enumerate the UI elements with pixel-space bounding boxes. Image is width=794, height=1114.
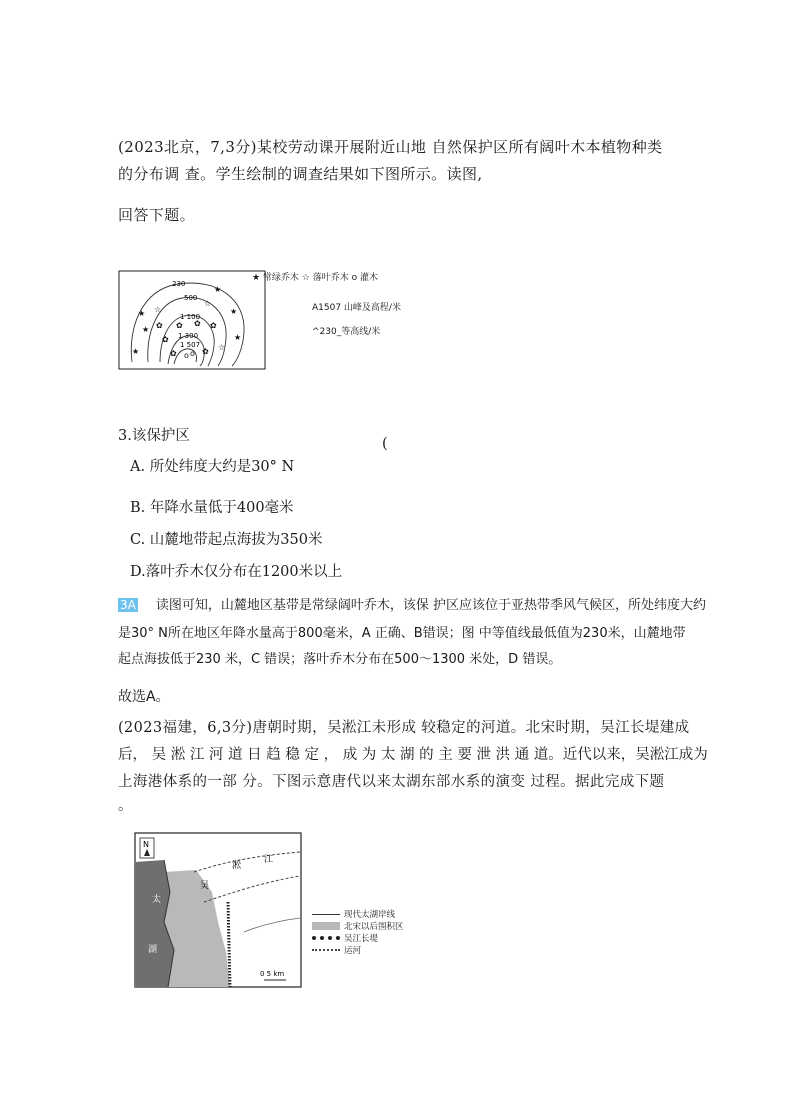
answer-line2: 是30° N所在地区年降水量高于800毫米，A 正确、B错误；图 中等值线最低值为230米，山麓地带 [118,626,686,641]
option-b: B. 年降水量低于400毫米 [130,500,294,516]
legend-row-embankment [312,932,422,944]
svg-text:★: ★ [234,333,242,342]
contour-label-1100: 1 100 [180,313,201,321]
svg-text:★: ★ [142,325,150,334]
intro2-line3: 上海港体系的一部 分。下图示意唐代以来太湖东部水系的演变 过程。据此完成下题 [118,774,665,790]
intro1-line3: 回答下题。 [118,206,196,224]
svg-text:✿: ✿ [162,335,169,344]
svg-text:☆: ☆ [204,299,212,308]
svg-text:✿: ✿ [202,347,209,356]
contour-label-1300: 1 300 [178,332,199,340]
legend-label-shoreline: 现代太湖岸线 [344,910,396,920]
intro1-line1: (2023北京，7,3分)某校劳动课开展附近山地 自然保护区所有阔叶木本植物种类 [118,138,663,156]
embankment-line-icon [312,936,340,940]
intro2-line4: 。 [118,798,133,814]
scale-label: 0 5 km [260,970,285,978]
svg-text:☆: ☆ [154,305,162,314]
legend-row-shoreline [312,908,422,920]
taihu-map-legend [312,908,422,956]
answer-line1 [118,594,706,613]
map-label-tai: 太 [152,895,162,905]
question-stem: 3.该保护区 [118,428,190,444]
canal-line-icon [312,949,340,951]
svg-text:✿: ✿ [156,321,163,330]
taihu-map-figure [134,832,302,988]
figure1-legend-contour: ^230_等高线/米 [312,327,381,337]
figure1-legend-symbols: ★ 常绿乔木 ☆ 落叶乔木 o 灌木 [252,273,378,283]
svg-text:★: ★ [230,307,238,316]
option-a: A. 所处纬度大约是30° N [130,459,295,475]
answer-conclusion: 故选A。 [118,689,170,705]
north-label: N [143,840,149,849]
option-c: C. 山麓地带起点海拔为350米 [130,532,323,548]
shoreline-line-icon [312,914,340,915]
svg-text:✿: ✿ [194,319,201,328]
figure1-legend-peak: A1507 山峰及高程/米 [312,303,401,313]
contour-label-500: 500 [184,294,198,302]
contour-label-1507: 1 507 [180,341,201,349]
map-label-wu: 吴 [200,881,210,891]
map-label-jiang: 江 [264,855,274,865]
legend-row-canal [312,944,422,956]
svg-text:✿: ✿ [210,321,217,330]
legend-label-canal: 运河 [344,946,362,956]
contour-label-230: 230 [172,280,186,288]
svg-text:☆: ☆ [218,343,226,352]
map-label-song: 淞 [232,861,242,871]
intro2-line2: 后， 吴 淞 江 河 道 日 趋 稳 定 ， 成 为 太 湖 的 主 要 泄 洪 通 道。近代以来，吴淞江成为 [118,747,708,763]
svg-text:o: o [184,351,189,360]
svg-text:★: ★ [132,347,140,356]
answer-line3: 起点海拔低于230 米，C 错误；落叶乔木分布在500～1300 米处，D 错误。 [118,652,562,667]
legend-label-embankment: 吴江长堤 [344,934,379,944]
svg-text:o: o [190,349,195,358]
reclaimed-swatch-icon [312,922,340,930]
taihu-map-svg [134,832,302,988]
svg-text:★: ★ [214,285,222,294]
svg-text:★: ★ [138,309,146,318]
option-d: D.落叶乔木仅分布在1200米以上 [130,564,343,580]
legend-row-reclaimed [312,920,422,932]
map-label-hu: 湖 [148,945,158,955]
intro1-line2: 的分布调 查。学生绘制的调查结果如下图所示。读图, [118,165,483,183]
answer-paren: ( [382,436,388,452]
contour-map-figure [118,270,266,370]
intro2-line1: (2023福建，6,3分)唐朝时期，吴淞江未形成 较稳定的河道。北宋时期，吴江长堤建成 [118,720,690,736]
contour-map-svg [118,270,266,370]
legend-label-reclaimed: 北宋以后围积区 [344,922,404,932]
answer-line1-text: 读图可知，山麓地区基带是常绿阔叶乔木，该保 护区应该位于亚热带季风气候区，所处纬度大约 [155,598,706,613]
svg-text:✿: ✿ [170,349,177,358]
svg-text:✿: ✿ [176,321,183,330]
answer-tag: 3A [120,598,136,612]
